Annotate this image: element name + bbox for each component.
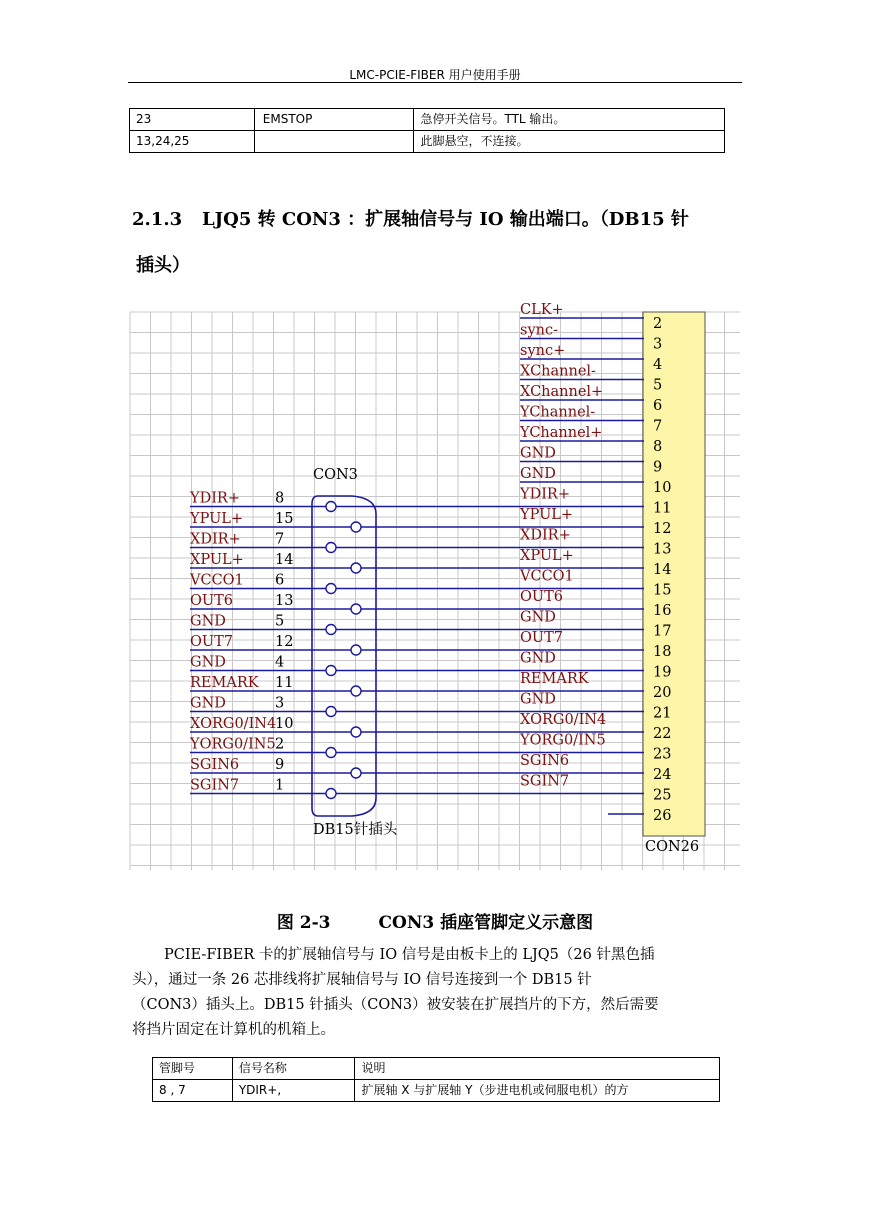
db15-pin-hole xyxy=(326,748,336,758)
con26-pin-number: 23 xyxy=(653,746,672,763)
con26-pin-number: 13 xyxy=(653,541,672,558)
con26-net-name: sync+ xyxy=(520,343,566,359)
left-pin-number: 15 xyxy=(275,511,294,527)
left-pin-name: VCCO1 xyxy=(190,572,244,589)
desc-cell: 扩展轴 X 与扩展轴 Y（步进电机或伺服电机）的方 xyxy=(355,1080,720,1102)
section-title-line1: LJQ5 转 CON3 ：扩展轴信号与 IO 输出端口。（DB15 针 xyxy=(202,209,689,230)
db15-pin-hole xyxy=(351,686,361,696)
left-pin-name: YORG0/IN5 xyxy=(190,736,276,753)
con26-net-name: YChannel+ xyxy=(520,425,603,441)
con26-net-name: CLK+ xyxy=(520,302,564,318)
db15-plug-label: DB15针插头 xyxy=(313,822,398,838)
paragraph-line-1: PCIE-FIBER 卡的扩展轴信号与 IO 信号是由板卡上的 LJQ5（26 针黑色插 xyxy=(164,947,655,963)
db15-pin-hole xyxy=(351,727,361,737)
con26-net-name: SGIN7 xyxy=(520,773,570,790)
pin-cell: 8 , 7 xyxy=(153,1080,233,1102)
con26-net-name: OUT6 xyxy=(520,589,564,605)
con26-net-name: GND xyxy=(520,650,556,667)
db15-pin-hole xyxy=(326,543,336,553)
signal-cell xyxy=(254,131,414,153)
diagram-svg xyxy=(130,302,740,870)
desc-cell: 急停开关信号。TTL 输出。 xyxy=(414,109,725,131)
header-signal: 信号名称 xyxy=(232,1058,355,1080)
con26-pin-number: 19 xyxy=(653,664,672,681)
con26-pin-number: 4 xyxy=(653,357,663,373)
con26-pin-number: 14 xyxy=(653,562,672,578)
con26-pin-number: 9 xyxy=(653,459,663,476)
left-pin-name: REMARK xyxy=(190,675,259,691)
con26-net-name: XORG0/IN4 xyxy=(520,712,607,728)
left-pin-name: GND xyxy=(190,654,226,671)
pin-cell: 13,24,25 xyxy=(130,131,255,153)
con26-net-name: YChannel- xyxy=(520,404,596,421)
db15-pin-hole xyxy=(326,666,336,676)
section-number: 2.1.3 xyxy=(132,209,183,230)
con26-net-name: GND xyxy=(520,445,556,462)
con26-pin-number: 22 xyxy=(653,726,672,742)
description-paragraph xyxy=(132,943,747,1043)
con26-pin-number: 18 xyxy=(653,644,672,660)
left-pin-number: 11 xyxy=(275,675,294,691)
con26-pin-number: 7 xyxy=(653,418,663,435)
con26-net-name: XDIR+ xyxy=(520,527,571,544)
table-header-row xyxy=(153,1058,720,1080)
left-pin-name: SGIN7 xyxy=(190,777,240,794)
table-row xyxy=(153,1080,720,1102)
con26-net-name: GND xyxy=(520,609,556,626)
page-header-title: LMC-PCIE-FIBER 用户使用手册 xyxy=(349,68,521,82)
left-pin-name: OUT6 xyxy=(190,593,234,609)
signal-cell: EMSTOP xyxy=(254,109,414,131)
db15-pin-hole xyxy=(326,502,336,512)
left-pin-name: YPUL+ xyxy=(190,511,244,527)
con26-pin-number: 8 xyxy=(653,439,663,455)
con26-net-name: SGIN6 xyxy=(520,753,570,769)
pin-table-top xyxy=(129,108,725,153)
db15-pin-hole xyxy=(351,645,361,655)
header-desc: 说明 xyxy=(355,1058,720,1080)
con26-pin-number: 2 xyxy=(653,316,663,332)
con26-net-name: GND xyxy=(520,691,556,708)
header-pin: 管脚号 xyxy=(153,1058,233,1080)
signal-cell: YDIR+, xyxy=(232,1080,355,1102)
left-pin-number: 10 xyxy=(275,716,294,732)
table-row xyxy=(130,131,725,153)
con26-pin-number: 5 xyxy=(653,377,663,394)
left-pin-number: 9 xyxy=(275,757,285,773)
db15-pin-hole xyxy=(326,584,336,594)
con26-pin-number: 11 xyxy=(653,500,672,517)
con26-pin-number: 6 xyxy=(653,398,663,414)
con26-net-name: YPUL+ xyxy=(520,507,574,523)
con26-net-name: YORG0/IN5 xyxy=(520,732,606,749)
db15-pin-hole xyxy=(351,604,361,614)
left-pin-name: GND xyxy=(190,695,226,712)
left-pin-number: 5 xyxy=(275,613,285,630)
con26-net-name: GND xyxy=(520,466,556,482)
caption-text: CON3 插座管脚定义示意图 xyxy=(378,913,594,933)
left-pin-name: OUT7 xyxy=(190,634,234,650)
left-pin-number: 6 xyxy=(275,572,285,589)
left-pin-name: XORG0/IN4 xyxy=(190,716,277,732)
left-pin-number: 4 xyxy=(275,654,285,671)
left-pin-number: 8 xyxy=(275,490,285,507)
left-pin-number: 14 xyxy=(275,552,294,568)
con26-net-name: REMARK xyxy=(520,671,589,687)
pin-table-bottom xyxy=(152,1057,720,1102)
section-heading xyxy=(132,205,689,231)
con3-pinout-diagram xyxy=(130,302,740,870)
con3-label: CON3 xyxy=(313,467,358,483)
caption-number: 图 2-3 xyxy=(276,913,331,933)
con26-pin-number: 21 xyxy=(653,705,672,722)
section-title-line2: 插头） xyxy=(136,255,190,276)
con26-pin-number: 10 xyxy=(653,480,672,496)
left-pin-name: GND xyxy=(190,613,226,630)
con26-pin-number: 24 xyxy=(653,767,672,783)
db15-pin-hole xyxy=(326,789,336,799)
left-pin-name: SGIN6 xyxy=(190,757,240,773)
con26-pin-number: 26 xyxy=(653,808,672,824)
con26-pin-number: 12 xyxy=(653,521,672,537)
pin-cell: 23 xyxy=(130,109,255,131)
db15-pin-hole xyxy=(351,563,361,573)
left-pin-number: 13 xyxy=(275,593,294,609)
con26-label: CON26 xyxy=(645,839,700,855)
con26-pin-number: 16 xyxy=(653,603,672,619)
con26-net-name: YDIR+ xyxy=(520,486,570,503)
labels-group xyxy=(189,302,671,824)
paragraph-line-2: 头），通过一条 26 芯排线将扩展轴信号与 IO 信号连接到一个 DB15 针 xyxy=(132,972,592,988)
left-pin-name: XPUL+ xyxy=(190,552,244,568)
con26-pin-number: 15 xyxy=(653,582,672,599)
paragraph-line-3: （CON3）插头上。DB15 针插头（CON3）被安装在扩展挡片的下方，然后需要 xyxy=(132,997,659,1013)
figure-caption xyxy=(0,908,870,933)
con26-pin-number: 25 xyxy=(653,787,672,804)
db15-pin-hole xyxy=(326,707,336,717)
con26-pin-number: 3 xyxy=(653,336,663,353)
left-pin-number: 12 xyxy=(275,634,294,650)
db15-pin-hole xyxy=(351,768,361,778)
con26-net-name: VCCO1 xyxy=(520,568,574,585)
desc-cell: 此脚悬空，不连接。 xyxy=(414,131,725,153)
header-rule xyxy=(128,82,742,83)
left-pin-number: 7 xyxy=(275,531,285,548)
paragraph-line-4: 将挡片固定在计算机的机箱上。 xyxy=(132,1022,335,1038)
con26-net-name: XPUL+ xyxy=(520,548,574,564)
left-pin-number: 2 xyxy=(275,736,285,753)
table-row xyxy=(130,109,725,131)
con26-net-name: OUT7 xyxy=(520,630,564,646)
db15-pin-hole xyxy=(326,625,336,635)
con26-pin-number: 17 xyxy=(653,623,672,640)
db15-connector-group xyxy=(312,496,376,816)
con26-net-name: sync- xyxy=(520,322,558,339)
con26-pin-number: 20 xyxy=(653,685,672,701)
db15-pin-hole xyxy=(351,522,361,532)
con26-net-name: XChannel+ xyxy=(520,384,604,400)
left-pin-number: 3 xyxy=(275,695,285,712)
db15-connector-outline xyxy=(312,496,376,816)
left-pin-name: XDIR+ xyxy=(190,531,241,548)
con26-net-name: XChannel- xyxy=(520,363,596,380)
left-pin-name: YDIR+ xyxy=(190,490,240,507)
left-pin-number: 1 xyxy=(275,777,285,794)
